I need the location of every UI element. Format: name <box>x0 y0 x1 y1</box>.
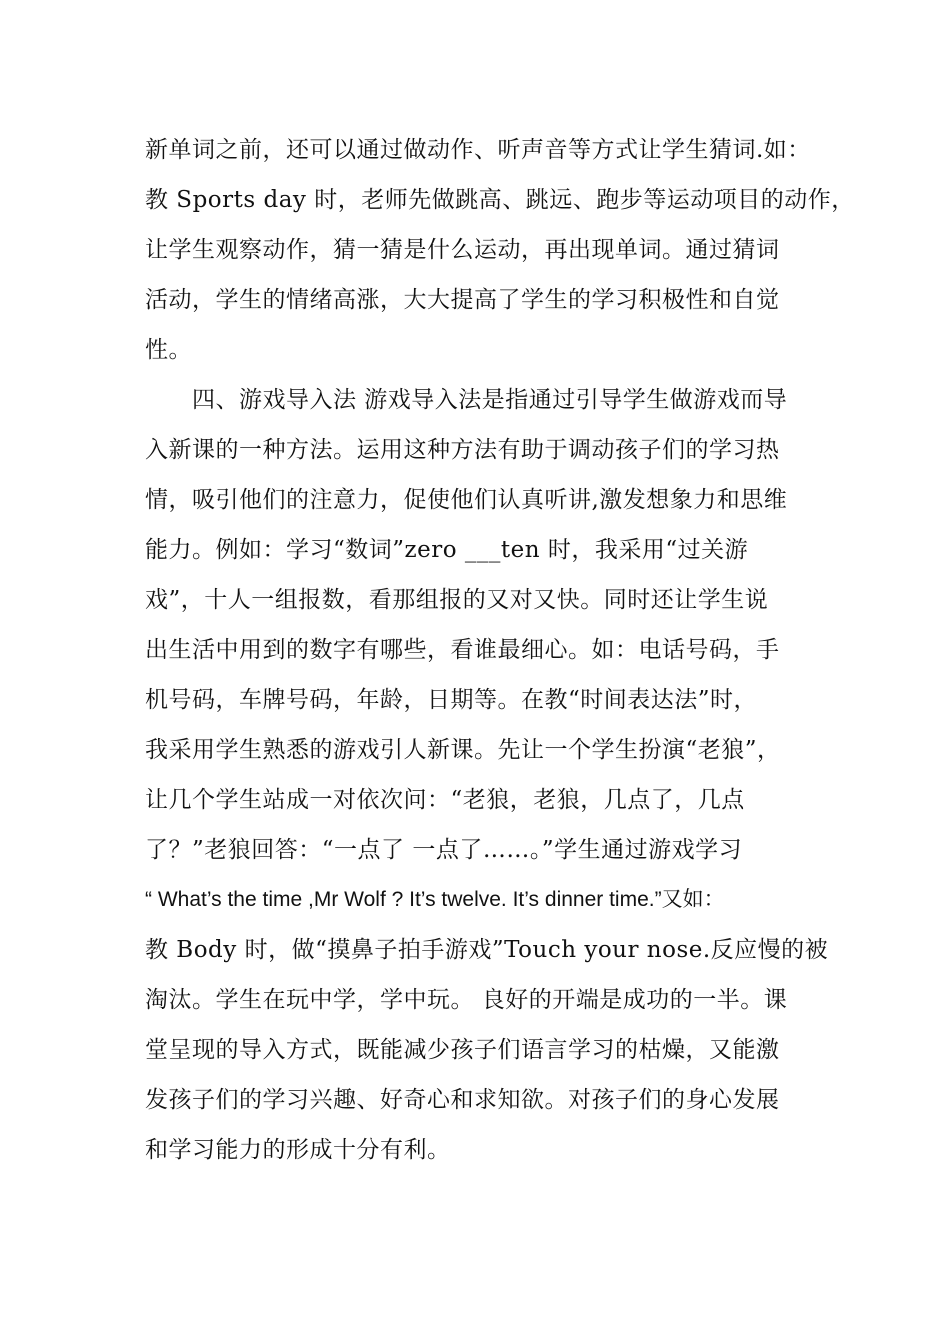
text-line: 了？”老狼回答：“一点了 一点了……。”学生通过游戏学习 <box>145 837 743 863</box>
text-line: 出生活中用到的数字有哪些，看谁最细心。如：电话号码，手 <box>145 637 780 663</box>
text-line: 能力。例如：学习“数词”zero ___ten 时，我采用“过关游 <box>145 537 749 563</box>
body-text <box>145 125 855 1175</box>
text-line: 我采用学生熟悉的游戏引人新课。先让一个学生扮演“老狼”， <box>145 737 781 763</box>
text-line: 机号码，车牌号码，年龄，日期等。在教“时间表达法”时， <box>145 687 758 713</box>
section-heading-line: 四、游戏导入法 游戏导入法是指通过引导学生做游戏而导 <box>145 387 788 413</box>
text-line: 入新课的一种方法。运用这种方法有助于调动孩子们的学习热 <box>145 437 780 463</box>
text-line: 教 Body 时，做“摸鼻子拍手游戏”Touch your nose.反应慢的被 <box>145 937 829 963</box>
text-line: 教 Sports day 时，老师先做跳高、跳远、跑步等运动项目的动作， <box>145 187 855 213</box>
text-line: 新单词之前，还可以通过做动作、听声音等方式让学生猜词.如： <box>145 137 811 163</box>
text-line: 戏”，十人一组报数，看那组报的又对又快。同时还让学生说 <box>145 587 769 613</box>
text-line: 让学生观察动作，猜一猜是什么运动，再出现单词。通过猜词 <box>145 237 780 263</box>
text-line: 活动，学生的情绪高涨，大大提高了学生的学习积极性和自觉 <box>145 287 780 313</box>
text-line: 堂呈现的导入方式，既能减少孩子们语言学习的枯燥，又能激 <box>145 1037 780 1063</box>
text-line: 和学习能力的形成十分有利。 <box>145 1137 451 1163</box>
text-line: 性。 <box>145 337 192 363</box>
text-line: 让几个学生站成一对依次问：“老狼，老狼，几点了，几点 <box>145 787 745 813</box>
text-line: 情，吸引他们的注意力，促使他们认真听讲,激发想象力和思维 <box>145 487 788 513</box>
text-line: 发孩子们的学习兴趣、好奇心和求知欲。对孩子们的身心发展 <box>145 1087 780 1113</box>
text-line: 淘汰。学生在玩中学，学中玩。 良好的开端是成功的一半。课 <box>145 987 788 1013</box>
text-line: “ What’s the time ,Mr Wolf ? It’s twelve. It’s dinner time.”又如： <box>145 888 725 911</box>
